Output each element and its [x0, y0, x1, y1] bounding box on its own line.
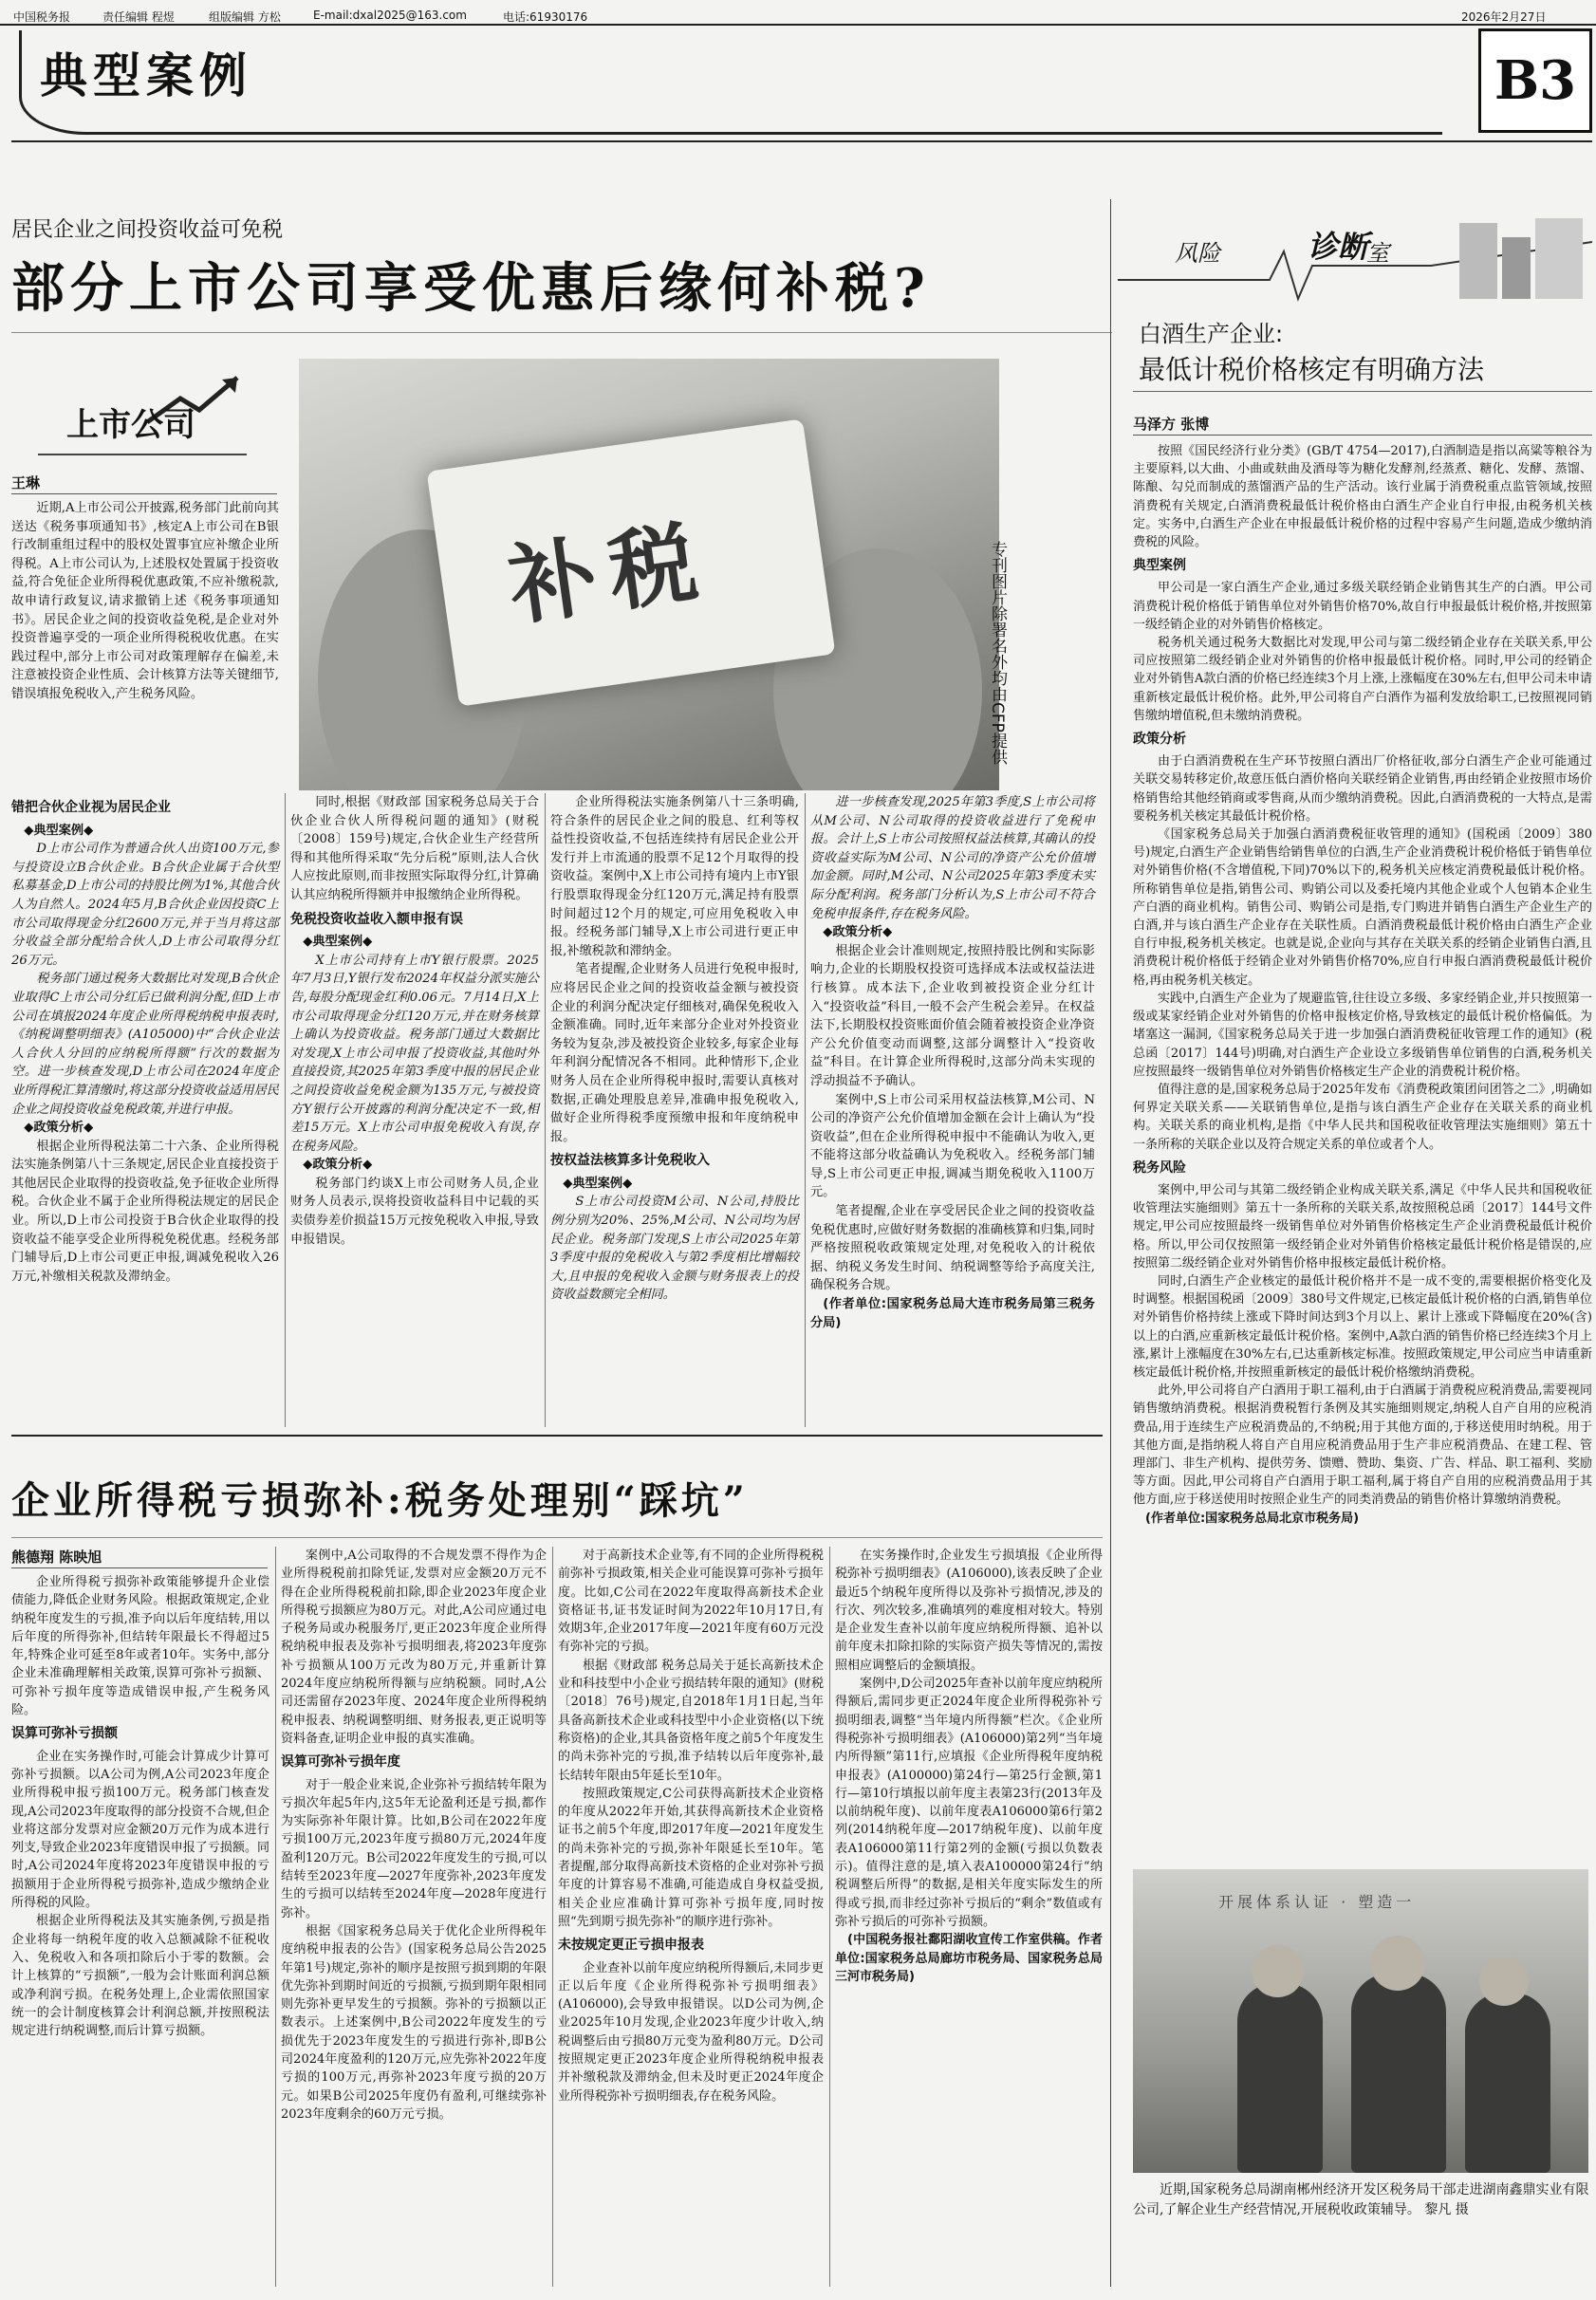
policy-mark: ◆政策分析◆	[24, 1121, 94, 1136]
sidebar-p2: 税务机关通过税务大数据比对发现,甲公司与第二级经销企业存在关联关系,甲公司应按照第二级经销企业对外销售的价格申报最低计税价格。同时,甲公司的经销企业对外销售A款白酒的价格已经连续3个月上涨,上涨幅度在30%左右,但甲公司未申请重新核定最低计税价格。此外,甲公司将自产白酒作为福利发放给职工,已按照视同销售缴纳增值税,但未缴纳消费税。	[1133, 636, 1592, 723]
editor: 责任编辑 程煜	[102, 10, 175, 24]
article2-column-2	[281, 1547, 547, 2124]
article1-s2-title: 免税投资收益收入额申报有误	[290, 911, 463, 927]
article2-s3-title: 未按规定更正亏损申报表	[558, 1938, 704, 1954]
article1-kicker: 居民企业之间投资收益可免税	[11, 218, 284, 242]
policy-mark-2: ◆政策分析◆	[303, 1158, 373, 1173]
article2-headline: 企业所得税亏损弥补:税务处理别“踩坑”	[11, 1478, 749, 1523]
article2-s3-p1: 企业查补以前年度应纳税所得额后,未同步更正以后年度《企业所得税弥补亏损明细表》(A106000),会导致申报错误。以D公司为例,企业2025年10月发现,企业2023年度少计收入,纳税调整后由亏损80万元变为盈利80万元。D公司按照规定更正2023年度企业所得税纳税申报表并补缴税款及滞纳金,但未及时更正2024年度企业所得税弥补亏损明细表,存在税务风险。	[558, 1960, 824, 2104]
photo2-caption: 近期,国家税务总局湖南郴州经济开发区税务局干部走进湖南鑫鼎实业有限公司,了解企业生产经营情况,开展税收政策辅导。 黎凡 摄	[1133, 2182, 1589, 2217]
sidebar-body	[1133, 442, 1592, 1528]
photo-person-3	[1465, 1993, 1550, 2173]
photo-head-3	[1479, 1957, 1529, 2006]
headline-rule	[11, 332, 1112, 333]
article1-s1-case2: 税务部门通过税务大数据比对发现,B合伙企业取得C上市公司分红后已做利润分配,但D上市公司在填报2024年度企业所得税纳税申报表时,《纳税调整明细表》(A105000)中“合伙企业法人合伙人分回的应纳税所得额”行次的数据为空。进一步核查发现,D上市公司在2024年度企业所得税汇算清缴时,将这部分投资收益适用居民企业之间投资收益免税政策,并进行申报。	[11, 972, 279, 1117]
article1-s3-title: 按权益法核算多计免税收入	[550, 1153, 710, 1169]
case-mark: ◆典型案例◆	[24, 823, 94, 838]
column-divider	[545, 793, 546, 1427]
article2-column-1	[11, 1573, 269, 2040]
article1-byline: 王琳	[11, 474, 41, 492]
article2-s2-p3: 对于高新技术企业等,有不同的企业所得税税前弥补亏损政策,相关企业可能误算可弥补亏损年度。比如,C公司在2022年度取得高新技术企业资格证书,证书发证时间为2022年10月17日,有效期3年,企业2017年度—2021年度有60万元没有弥补完的亏损。	[558, 1549, 824, 1655]
sidebar-byline-rule	[1133, 435, 1592, 436]
sidebar-p7: 案例中,甲公司与其第二级经销企业构成关联关系,满足《中华人民共和国税收征收管理法实施细则》第五十一条所称的关联关系,故按照税总函〔2017〕144号文件规定,甲公司应按照最终一级销售单位对外销售价格核定生产企业消费税最低计税价格。所以,甲公司仅按照第一级经销企业对外销售价格核定最低计税价格是错误的,应按照第二级经销企业对外销售价格申报核定最低计税价格。	[1133, 1182, 1592, 1271]
page-number-box	[1478, 28, 1592, 133]
sidebar-p8: 同时,白酒生产企业核定的最低计税价格并不是一成不变的,需要根据价格变化及时调整。根据国税函〔2009〕380号文件规定,已核定最低计税价格的白酒,销售单位对外销售价格持续上涨或下降时间达到3个月以上、累计上涨或下降幅度在20%(含)以上的白酒,应重新核定最低计税价格。案例中,A款白酒的销售价格已经连续3个月上涨,累计上涨幅度在30%左右,已达重新核定标准。按照政策规定,甲公司应当申请重新核定最低计税价格,并按照重新核定的最低计税价格缴纳消费税。	[1133, 1273, 1592, 1380]
section-title: 典型案例	[40, 47, 252, 103]
article2-s2-p5: 按照政策规定,C公司获得高新技术企业资格的年度从2022年开始,其获得高新技术企业资格证书之前5个年度,即2017年度—2021年度发生的尚未弥补完的亏损,弥补年限延长至10年。笔者提醒,部分取得高新技术资格的企业对弥补亏损年度的计算容易不准确,可能造成自身权益受损,相关企业应准确计算可弥补亏损年度,同时按照“先到期亏损先弥补”的顺序进行弥补。	[558, 1786, 824, 1929]
article1-s3-policy: 根据企业会计准则规定,按照持股比例和实际影响力,企业的长期股权投资可选择成本法或权益法进行核算。成本法下,企业收到被投资企业分红计入“投资收益”科目,一般不会产生税会差异。在权益法下,长期股权投资账面价值会随着被投资企业净资产公允价值变动而调整,这部分调整计入“投资收益”科目。在计算企业所得税时,这部分尚未实现的浮动损益不予确认。	[810, 943, 1095, 1088]
photo-credit: 专刊图片除署名外均由CFP提供	[988, 541, 1007, 765]
photo-card	[427, 418, 836, 706]
sidebar-kicker: 白酒生产企业:	[1139, 321, 1284, 347]
article1-column-1	[11, 793, 279, 1286]
article1-s1-title: 错把合伙企业视为居民企业	[11, 800, 171, 815]
banner-text-c: 室	[1366, 240, 1389, 267]
article2-s3-p3: 案例中,D公司2025年查补以前年度应纳税所得额后,需同步更正2024年度企业所得税弥补亏损明细表,调整“当年境内所得额”栏次。《企业所得税弥补亏损明细表》(A106000)第2列“当年境内所得额”第11行,应填报《企业所得税年度纳税申报表》(A100000)第24行—第25行金额,第1行—第10行填报以前年度主表第23行(2013年及以前纳税年度)、以前年度表A106000第6行第2列(2014纳税年度—2017纳税年度)、以前年度表A106000第11行第2列的金额(亏损以负数表示)。值得注意的是,填入表A100000第24行“纳税调整后所得”的数据,是相关年度实际发生的所得或亏损,而非经过弥补亏损后的“剩余”数值或有弥补亏损后的可弥补亏损额。	[835, 1677, 1103, 1929]
policy-mark-3: ◆政策分析◆	[823, 925, 893, 940]
masthead	[0, 0, 1596, 25]
sidebar-intro: 按照《国民经济行业分类》(GB/T 4754—2017),白酒制造是指以高粱等粮谷为主要原料,以大曲、小曲或麸曲及酒母等为糖化发酵剂,经蒸煮、糖化、发酵、蒸馏、陈酿、勾兑而制成的蒸馏酒产品的生产活动。该行业属于消费税重点监管领域,按照消费税有关规定,白酒消费税最低计税价格由白酒生产企业自行申报,由税务机关核定。实务中,白酒生产企业在申报最低计税价格的过程中容易产生问题,造成少缴纳消费税的风险。	[1133, 444, 1592, 550]
article1-intro: 近期,A上市公司公开披露,税务部门此前向其送达《税务事项通知书》,核定A上市公司在B银行改制重组过程中的股权处置事宜应补缴企业所得税。A上市公司认为,上述股权处置属于投资收益,符合免征企业所得税优惠政策,不应补缴税款,故申请行政复议,请求撤销上述《税务事项通知书》。居民企业之间的投资收益免税,是企业对外投资普遍享受的一项企业所得税税收优惠。在实践过程中,部分上市公司对政策理解存在偏差,未注意被投资企业性质、会计核算方法等关键细节,错误填报免税收入,产生税务风险。	[11, 501, 279, 701]
article2-s1-p2: 根据企业所得税法及其实施条例,亏损是指企业将每一纳税年度的收入总额减除不征税收入、免税收入和各项扣除后小于零的数额。会计上核算的“亏损额”,一般为会计账面利润总额或净利润亏损。在税务处理上,企业需依照国家统一的会计制度核算会计利润总额,并按照税法规定进行纳税调整,而后计算亏损额。	[11, 1914, 269, 2039]
article2-s1-p1: 企业在实务操作时,可能会计算成少计算可弥补亏损额。以A公司为例,A公司2023年度企业所得税申报亏损100万元。税务部门核查发现,A公司2023年度取得的部分投资不合规,但企业将这部分发票对应金额20万元作为成本进行列支,导致企业2023年度错误申报了亏损额。同时,A公司2024年度将2023年度错误申报的亏损额用于企业所得税亏损弥补,造成少缴纳企业所得税的风险。	[11, 1749, 269, 1911]
article1-s1-case: D上市公司作为普通合伙人出资100万元,参与投资设立B合伙企业。B合伙企业属于合伙型私募基金,D上市公司的持股比例为1%,其他合伙人为自然人。2024年5月,B合伙企业因投资C上市公司取得现金分红2600万元,并于当月将这部分收益全部分配给合伙人,D上市公司取得分红26万元。	[11, 842, 279, 968]
logo-text: 上市公司	[66, 406, 195, 444]
section-header	[11, 28, 1492, 138]
photo-sign-text: 开展体系认证 · 塑造一	[1218, 1893, 1416, 1911]
article2-s3-p2: 在实务操作时,企业发生亏损填报《企业所得税弥补亏损明细表》(A106000),该表反映了企业最近5个纳税年度所得以及弥补亏损情况,涉及的行次、列次较多,准确填列的难度相对较大。特别是企业发生查补以前年度应纳税所得额、追补以前年度未扣除扣除的实际资产损失等情况的,需按照相应调整后的金额填报。	[835, 1549, 1103, 1673]
article1-column-2	[290, 793, 539, 1249]
sidebar-p1: 甲公司是一家白酒生产企业,通过多级关联经销企业销售其生产的白酒。甲公司消费税计税价格低于销售单位对外销售价格70%,故自行申报最低计税价格,并按照第一级经销企业的对外销售价格核定。	[1133, 581, 1592, 632]
paper-name: 中国税务报	[13, 10, 71, 24]
sidebar-p4: 《国家税务总局关于加强白酒消费税征收管理的通知》(国税函〔2009〕380号)规定,白酒生产企业销售给销售单位的白酒,生产企业消费税计税价格低于销售单位对外销售价格(不含增值税,下同)70%以下的,税务机关应核定消费税最低计税价格。所称销售单位是指,销售公司、购销公司以及委托境内其他企业或个人包销本企业生产白酒的商业机构。销售公司、购销公司是指,专门购进并销售白酒生产企业生产的白酒,并与该白酒生产企业存在关联性质。白酒消费税最低计税价格由白酒生产企业自行申报,税务机关核定。也就是说,企业向与其存在关联关系的经销企业销售白酒,且消费税计税价格低于经销企业对外销售价格70%,应自行申报白酒消费税最低计税价格,再由税务机关核定。	[1133, 827, 1592, 988]
article1-s2-policy2: 企业所得税法实施条例第八十三条明确,符合条件的居民企业之间的股息、红利等权益性投资收益,不包括连续持有居民企业公开发行并上市流通的股票不足12个月取得的投资收益。案例中,X上市公司持有境内上市Y银行股票取得现金分红120万元,满足持有股票时间超过12个月的规定,可应用免税收入申报。经税务部门辅导,X上市公司进行更正申报,补缴税款和滞纳金。	[550, 795, 799, 958]
email: E-mail:dxal2025@163.com	[313, 9, 467, 22]
column-divider	[552, 1547, 553, 2287]
sidebar-p3: 由于白酒消费税在生产环节按照白酒出厂价格征收,部分白酒生产企业可能通过关联交易转移定价,故意压低白酒价格向关联经销企业销售,再由经销企业按照市场价格销售给其他经销商或零售商,从而少缴纳消费税。因此,白酒消费税的一大特点,是需要税务机关核定其最低计税价格。	[1133, 754, 1592, 824]
photo-head-1	[1252, 1945, 1304, 1997]
masthead-rule	[0, 24, 1596, 26]
phone: 电话:61930176	[503, 10, 588, 24]
article2-s2-p1: 对于一般企业来说,企业弥补亏损结转年限为亏损次年起5年内,这5年无论盈利还是亏损,都作为实际弥补年限计算。比如,B公司在2022年度亏损100万元,2023年度亏损80万元,2024年度盈利120万元。B公司2022年度发生的亏损,可以结转至2023年度—2027年度弥补,2023年度发生的亏损可以结转至2024年度—2028年度进行弥补。	[281, 1777, 547, 1920]
column-divider	[285, 793, 286, 1427]
article2-s1-title: 误算可弥补亏损额	[11, 1726, 118, 1742]
article2-column-4	[835, 1547, 1103, 1986]
tax-officers-photo	[1133, 1869, 1588, 2173]
article2-column-3	[558, 1547, 824, 2105]
photo-head-2	[1370, 1936, 1425, 1991]
sidebar-rule	[1133, 391, 1592, 392]
article2-intro: 企业所得税亏损弥补政策能够提升企业偿债能力,降低企业财务风险。根据政策规定,企业纳税年度发生的亏损,准予向以后年度结转,用以后年度的所得弥补,但结转年限最长不得超过5年,特殊企业可延至8年或者10年。实务中,部分企业未准确理解相关政策,误算可弥补亏损额、可弥补亏损年度等造成错误申报,产生税务风险。	[11, 1575, 269, 1718]
sidebar-t2: 政策分析	[1133, 732, 1186, 748]
sidebar-t1: 典型案例	[1133, 558, 1186, 574]
column-divider	[829, 1547, 830, 2287]
banner-text-b: 诊断	[1308, 229, 1369, 265]
article1-intro-column	[11, 499, 279, 704]
photo-person-1	[1237, 1983, 1323, 2173]
case-mark-2: ◆典型案例◆	[303, 935, 373, 950]
sidebar-p6: 值得注意的是,国家税务总局于2025年发布《消费税政策团问团答之二》,明确如何界定关联关系——关联销售单位,是指与该白酒生产企业存在关联关系的商业机构。关联关系的商业机构,是指《中华人民共和国税收征收管理法实施细则》第五十一条所称的关联企业以及符合规定关系的单位或者个人。	[1133, 1082, 1592, 1152]
sidebar-p9: 此外,甲公司将自产白酒用于职工福利,由于白酒属于消费税应税消费品,需要视同销售缴纳消费税。根据消费税暂行条例及其实施细则规定,纳税人自产自用的应税消费品,用于连续生产应税消费品的,不纳税;用于其他方面的,于移送使用时纳税。用于其他方面,是指纳税人将自产自用应税消费品用于生产非应税消费品、在建工程、管理部门、非生产机构、提供劳务、馈赠、赞助、集资、广告、样品、职工福利、奖励等方面。因此,甲公司将自产白酒用于职工福利,属于将自产自用的应税消费品用于其他方面,应于移送使用时按照企业生产的同类消费品的销售价格计算缴纳消费税。	[1133, 1383, 1592, 1508]
article2-byline-rule	[11, 1567, 268, 1568]
article1-s2-case: X上市公司持有上市Y银行股票。2025年7月3日,Y银行发布2024年权益分派实施公告,每股分配现金红利0.06元。7月14日,X上市公司取得现金分红120万元,并在财务核算上确认为投资收益。税务部门通过大数据比对发现,X上市公司申报了投资收益,其他时外直接投资,其2025年第3季度中报的居民企业之间投资收益免税金额为135万元,与被投资方Y银行公开披露的利润分配决定不一致,相差15万元。X上市公司申报免税收入有误,存在税务风险。	[290, 953, 539, 1154]
article2-top-rule	[11, 1435, 1103, 1437]
sidebar-p5: 实践中,白酒生产企业为了规避监管,往往设立多级、多家经销企业,并只按照第一级或某家经销企业对外销售的价格申报核定价格,导致核定的最低计税价格偏低。为堵塞这一漏洞,《国家税务总局关于进一步加强白酒消费税征收管理工作的通知》(税总函〔2017〕144号)明确,对白酒生产企业设立多级销售单位销售的白酒,税务机关应按照最终一级销售单位对外销售价格核定生产企业的消费税计税价格。	[1133, 991, 1592, 1079]
listed-company-logo	[38, 370, 247, 455]
section-rule	[11, 140, 1592, 142]
column-divider	[275, 1547, 276, 2287]
article2-s2-title: 误算可弥补亏损年度	[281, 1754, 400, 1771]
column-divider	[805, 793, 806, 1427]
sidebar-t3: 税务风险	[1133, 1159, 1186, 1176]
article2-headline-rule	[11, 1537, 1103, 1538]
article1-s2-policy: 税务部门约谈X上市公司财务人员,企业财务人员表示,误将投资收益科目中记载的买卖债券差价损益15万元按免税收入申报,导致申报错误。	[290, 1176, 539, 1247]
article1-s3-policy2: 案例中,S上市公司采用权益法核算,M公司、N公司的净资产公允价值增加金额在会计上确认为“投资收益”,但在企业所得税申报中不能确认为收入,更不能将这部分收益确认为免税收入。经税务部门辅导,S上市公司更正申报,调减当期免税收入1100万元。	[810, 1092, 1095, 1200]
article2-s2-p2: 根据《国家税务总局关于优化企业所得税年度纳税申报表的公告》(国家税务总局公告2025年第1号)规定,弥补的顺序是按照亏损到期的年限优先弥补到期时间近的亏损额,亏损到期年限相同则先弥补更早发生的亏损额。弥补的亏损额以正数表示。上述案例中,B公司2022年度发生的亏损优先于2023年度发生的亏损进行弥补,即B公司2024年度盈利的120万元,应先弥补2022年度亏损的100万元,再弥补2023年度亏损的20万元。如果B公司2025年度仍有盈利,可继续弥补2023年度剩余的60万元亏损。	[281, 1923, 547, 2122]
risk-diagnosis-banner	[1118, 213, 1592, 308]
photo-card-text: 补税	[503, 510, 716, 639]
sidebar-headline: 最低计税价格核定有明确方法	[1139, 354, 1485, 385]
article2-s2-p4: 根据《财政部 税务总局关于延长高新技术企业和科技型中小企业亏损结转年限的通知》(财税〔2018〕76号)规定,自2018年1月1日起,当年具备高新技术企业或科技型中小企业资格(以下统称资格)的企业,其具备资格年度之前5个年度发生的尚未弥补完的亏损,准予结转以后年度弥补,最长结转年限由5年延长至10年。	[558, 1658, 824, 1783]
article1-headline: 部分上市公司享受优惠后缘何补税?	[11, 257, 931, 320]
date: 2026年2月27日	[1461, 10, 1547, 24]
article1-s3-note: 笔者提醒,企业在享受居民企业之间的投资收益免税优惠时,应做好财务数据的准确核算和归集,同时严格按照税收政策规定处理,对免税收入的计税依据、纳税义务发生时间、纳税调整等给予高度关注,确保税务合规。	[810, 1204, 1095, 1293]
sidebar-byline: 马泽方 张博	[1133, 416, 1210, 433]
article1-s2-note: 笔者提醒,企业财务人员进行免税申报时,应将居民企业之间的投资收益金额与被投资企业的利润分配决定仔细核对,确保免税收入金额准确。同时,近年来部分企业对外投资业务较为复杂,涉及被投资企业较多,每家企业每年利润分配情况各不相同。此种情形下,企业财务人员在企业所得税申报时,需要认真核对数据,正确处理股息差异,准确申报免税收入,做好企业所得税季度预缴申报和年度纳税申报。	[550, 962, 799, 1144]
sidebar-author: (作者单位:国家税务总局北京市税务局)	[1145, 1511, 1360, 1526]
byline-rule	[11, 493, 277, 494]
case-mark-3: ◆典型案例◆	[563, 1176, 633, 1191]
sidebar-divider	[1110, 199, 1111, 2287]
page-number: B3	[1494, 49, 1577, 112]
article2-s1-p3: 案例中,A公司取得的不合规发票不得作为企业所得税税前扣除凭证,发票对应金额20万元不得在企业所得税税前扣除,即企业2023年度企业所得税亏损额应为80万元。对此,A公司应通过电子税务局或办税服务厅,更正2023年度企业所得税纳税申报表及弥补亏损明细表,将2023年度弥补亏损额从100万元改为80万元,并重新计算2024年度应纳税所得额与应纳税额。同时,A公司还需留存2023年度、2024年度企业所得税纳税申报表、纳税调整明细、财务报表,更正说明等资料备查,证明企业申报的真实准确。	[281, 1549, 547, 1746]
article1-s1-policy: 根据企业所得税法第二十六条、企业所得税法实施条例第八十三条规定,居民企业直接投资于其他居民企业取得的投资收益,免予征收企业所得税。合伙企业不属于企业所得税法规定的居民企业。所以,D上市公司投资于B合伙企业取得的投资收益不能享受企业所得税免税优惠。经税务部门辅导后,D上市公司更正申报,调减免税收入26万元,补缴相关税款及滞纳金。	[11, 1139, 279, 1284]
banner-text-a: 风险	[1175, 240, 1220, 267]
photo-person-2	[1351, 1974, 1446, 2173]
article2-byline: 熊德翔 陈映旭	[11, 1549, 102, 1566]
article2-author: (中国税务报社鄱阳湖收宣传工作室供稿。作者单位:国家税务总局廊坊市税务局、国家税务总局三河市税务局)	[835, 1933, 1103, 1984]
article1-author: (作者单位:国家税务总局大连市税务局第三税务分局)	[810, 1297, 1095, 1330]
article1-column-4	[810, 793, 1095, 1332]
article1-s3-case2: 进一步核查发现,2025年第3季度,S上市公司将从M公司、N公司取得的投资收益进行了免税申报。会计上,S上市公司按照权益法核算,其确认的投资收益实际为M公司、N公司的净资产公允价值增加金额。同时,M公司、N公司2025年第3季度未实际分配利润。税务部门分析认为,S上市公司不符合免税申报条件,存在税务风险。	[810, 795, 1095, 921]
article1-s1-policy2: 同时,根据《财政部 国家税务总局关于合伙企业合伙人所得税问题的通知》(财税〔2008〕159号)规定,合伙企业生产经营所得和其他所得采取“先分后税”原则,法人合伙人应按此原则,而非按照实际取得分红,计算确认其应纳税所得额并申报缴纳企业所得税。	[290, 795, 539, 902]
article1-column-3	[550, 793, 799, 1305]
article1-s3-case: S上市公司投资M公司、N公司,持股比例分别为20%、25%,M公司、N公司均为居民企业。税务部门发现,S上市公司2025年第3季度中报的免税收入与第2季度相比增幅较大,且申报的免税收入金额与财务报表上的投资收益数额完全相同。	[550, 1195, 799, 1303]
article1-photo	[299, 359, 999, 790]
layout-editor: 组版编辑 方松	[209, 10, 281, 24]
